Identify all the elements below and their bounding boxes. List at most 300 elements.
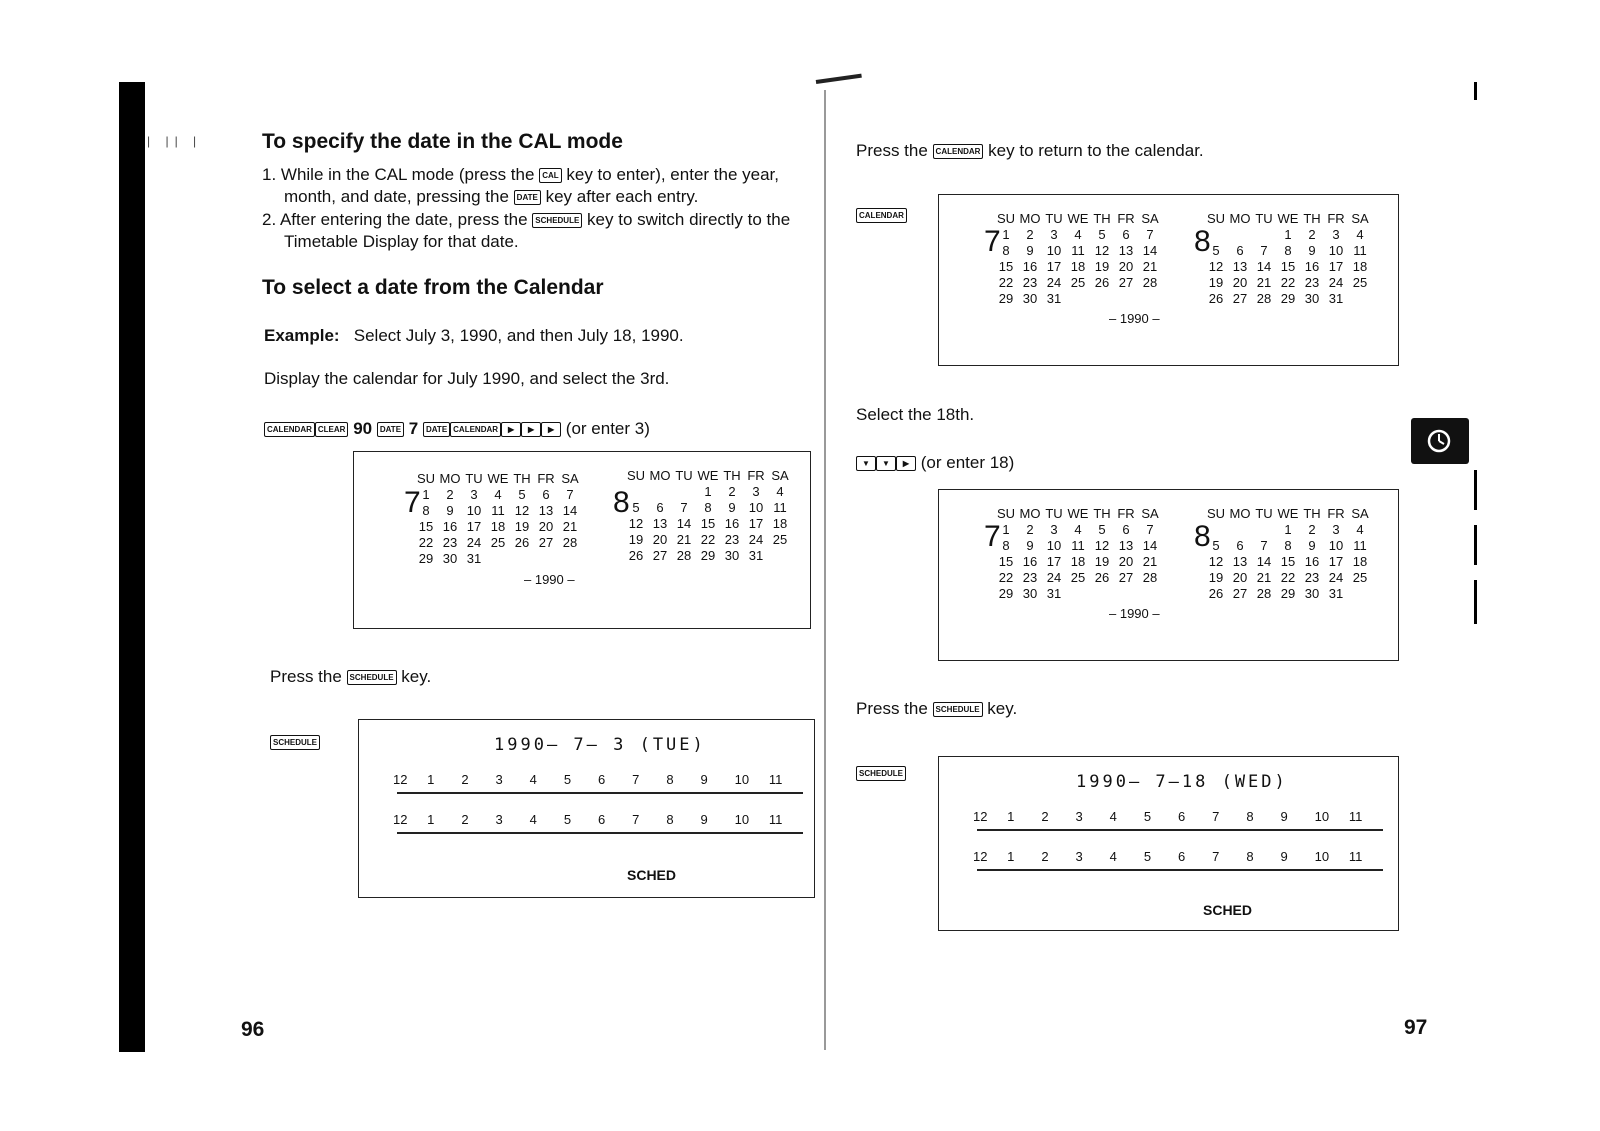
day-cell[interactable]: 30 [1304, 291, 1320, 306]
day-cell[interactable]: 6 [1122, 227, 1130, 242]
day-cell[interactable]: 21 [1256, 570, 1272, 585]
hour-row-1 [973, 809, 1383, 825]
month-label-july: 7 [984, 520, 1001, 553]
day-cell[interactable]: 15 [700, 516, 716, 531]
day-cell[interactable]: 10 [748, 500, 764, 515]
day-cell[interactable]: 21 [562, 519, 578, 534]
day-cell[interactable]: 14 [1142, 538, 1158, 553]
day-cell[interactable]: 10 [466, 503, 482, 518]
day-cell[interactable]: 30 [1304, 586, 1320, 601]
day-cell[interactable]: 5 [1212, 243, 1220, 258]
weekday-label: FR [1327, 506, 1345, 521]
hour-label: 6 [598, 772, 606, 787]
day-cell[interactable]: 26 [628, 548, 644, 563]
day-cell[interactable]: 4 [1356, 522, 1364, 537]
day-cell[interactable]: 17 [466, 519, 482, 534]
day-cell[interactable] [1252, 522, 1276, 538]
day-cell[interactable]: 29 [998, 586, 1014, 601]
hour-row-1 [393, 772, 803, 788]
day-cell[interactable] [558, 551, 582, 567]
day-cell[interactable]: 23 [1022, 570, 1038, 585]
day-cell[interactable]: 5 [1098, 522, 1106, 537]
day-cell[interactable]: 20 [1118, 554, 1134, 569]
day-cell[interactable] [486, 551, 510, 567]
calendar-display-3 [938, 489, 1399, 661]
day-cell[interactable]: 24 [748, 532, 764, 547]
day-cell[interactable] [534, 551, 558, 567]
hour-rule-1 [397, 792, 803, 794]
day-cell[interactable]: 6 [1236, 538, 1244, 553]
day-cell[interactable]: 11 [491, 503, 505, 518]
day-cell[interactable]: 3 [1332, 227, 1340, 242]
day-cell[interactable]: 11 [1353, 538, 1367, 553]
month-label-august: 8 [1194, 225, 1211, 258]
day-cell[interactable]: 24 [1328, 275, 1344, 290]
day-cell[interactable]: 29 [700, 548, 716, 563]
day-cell[interactable]: 23 [442, 535, 458, 550]
day-cell[interactable] [1090, 586, 1114, 602]
day-cell[interactable]: 23 [1304, 570, 1320, 585]
day-cell[interactable]: 4 [776, 484, 784, 499]
hour-label: 5 [1143, 809, 1152, 824]
day-cell[interactable]: 13 [538, 503, 554, 518]
hour-label: 9 [700, 772, 708, 787]
day-cell[interactable]: 20 [1232, 275, 1248, 290]
day-cell[interactable]: 6 [656, 500, 664, 515]
day-cell[interactable]: 9 [1026, 538, 1034, 553]
day-cell[interactable]: 29 [1280, 586, 1296, 601]
day-cell[interactable]: 25 [490, 535, 506, 550]
day-cell[interactable] [1204, 522, 1228, 538]
day-cell[interactable]: 9 [446, 503, 454, 518]
weekday-label: WE [697, 468, 719, 483]
right-arrow-key-icon: ▶ [541, 422, 561, 437]
day-cell[interactable]: 2 [1026, 522, 1034, 537]
day-cell[interactable]: 20 [1118, 259, 1134, 274]
day-cell[interactable]: 16 [1304, 259, 1320, 274]
day-cell[interactable]: 22 [1280, 275, 1296, 290]
month-label-august: 8 [1194, 520, 1211, 553]
week-row [994, 538, 1162, 554]
day-cell[interactable]: 16 [442, 519, 458, 534]
week-row [994, 586, 1162, 602]
day-cell[interactable]: 24 [466, 535, 482, 550]
weekday-label: TH [1303, 211, 1321, 226]
day-cell[interactable]: 1 [1002, 522, 1010, 537]
weekday-label: TU [1045, 506, 1063, 521]
edge-mark [1474, 470, 1477, 510]
hour-label: 9 [1280, 809, 1288, 824]
day-cell[interactable]: 27 [538, 535, 554, 550]
day-cell[interactable]: 25 [772, 532, 788, 547]
hour-label: 11 [768, 772, 783, 787]
day-cell[interactable] [1252, 227, 1276, 243]
day-cell[interactable]: 23 [1304, 275, 1320, 290]
weekday-header-row [414, 471, 582, 487]
day-cell[interactable]: 27 [1118, 275, 1134, 290]
day-cell[interactable]: 20 [652, 532, 668, 547]
day-cell[interactable] [768, 548, 792, 564]
hour-row-2 [973, 849, 1383, 865]
year-label: – 1990 – [1109, 311, 1160, 326]
day-cell[interactable]: 13 [1118, 538, 1134, 553]
august-grid [1204, 211, 1372, 307]
day-cell[interactable]: 12 [1208, 554, 1224, 569]
day-cell[interactable]: 22 [998, 275, 1014, 290]
day-cell[interactable]: 28 [1142, 570, 1158, 585]
week-row [414, 535, 582, 551]
day-cell[interactable]: 8 [1002, 243, 1010, 258]
day-cell[interactable] [1090, 291, 1114, 307]
press-schedule-line: Press the SCHEDULE key. [270, 667, 432, 686]
hour-label: 11 [768, 812, 783, 827]
day-cell[interactable]: 17 [1046, 554, 1062, 569]
day-cell[interactable]: 7 [1146, 522, 1154, 537]
edge-mark [1474, 580, 1477, 624]
day-cell[interactable]: 14 [1256, 554, 1272, 569]
day-cell[interactable]: 1 [1284, 522, 1292, 537]
day-cell[interactable]: 2 [1308, 227, 1316, 242]
day-cell[interactable]: 25 [1070, 275, 1086, 290]
week-row [994, 570, 1162, 586]
day-cell[interactable]: 27 [1118, 570, 1134, 585]
day-cell[interactable]: 5 [1098, 227, 1106, 242]
day-cell[interactable]: 29 [998, 291, 1014, 306]
day-cell[interactable]: 10 [1328, 538, 1344, 553]
day-cell[interactable]: 31 [466, 551, 482, 566]
day-cell[interactable]: 19 [628, 532, 644, 547]
day-cell[interactable]: 22 [998, 570, 1014, 585]
week-row [1204, 243, 1372, 259]
day-cell[interactable]: 18 [490, 519, 506, 534]
day-cell[interactable]: 24 [1046, 275, 1062, 290]
day-cell[interactable]: 31 [1046, 586, 1062, 601]
weekday-label: FR [537, 471, 555, 486]
hour-label: 6 [1178, 809, 1186, 824]
hour-rule-1 [977, 829, 1383, 831]
day-cell[interactable]: 8 [1284, 538, 1292, 553]
day-cell[interactable]: 12 [628, 516, 644, 531]
weekday-label: SA [561, 471, 579, 486]
calendar-key-icon: CALENDAR [933, 144, 984, 159]
weekday-label: MO [1019, 506, 1041, 521]
day-cell[interactable]: 30 [724, 548, 740, 563]
day-cell[interactable]: 5 [632, 500, 640, 515]
day-cell[interactable]: 28 [1256, 586, 1272, 601]
day-cell[interactable]: 13 [1232, 259, 1248, 274]
day-cell[interactable]: 15 [1280, 259, 1296, 274]
day-cell[interactable]: 22 [1280, 570, 1296, 585]
day-cell[interactable]: 30 [1022, 291, 1038, 306]
day-cell[interactable]: 19 [1094, 259, 1110, 274]
day-cell[interactable]: 22 [700, 532, 716, 547]
day-cell[interactable]: 17 [1328, 554, 1344, 569]
day-cell[interactable]: 26 [1094, 275, 1110, 290]
day-cell[interactable]: 3 [470, 487, 478, 502]
day-cell[interactable]: 26 [1208, 586, 1224, 601]
day-cell[interactable]: 9 [728, 500, 736, 515]
hour-label: 12 [973, 809, 988, 824]
day-cell[interactable]: 8 [704, 500, 712, 515]
day-cell[interactable] [1066, 291, 1090, 307]
day-cell[interactable]: 21 [676, 532, 692, 547]
day-cell[interactable]: 27 [1232, 586, 1248, 601]
day-cell[interactable]: 8 [422, 503, 430, 518]
day-cell[interactable] [1348, 586, 1372, 602]
margin-marks: | || | [147, 134, 203, 148]
weekday-label: FR [747, 468, 765, 483]
weekday-label: MO [439, 471, 461, 486]
day-cell[interactable]: 12 [1094, 538, 1110, 553]
day-cell[interactable]: 28 [1256, 291, 1272, 306]
day-cell[interactable]: 18 [1352, 554, 1368, 569]
day-cell[interactable] [1228, 227, 1252, 243]
weekday-header-row [1204, 211, 1372, 227]
day-cell[interactable]: 31 [1328, 291, 1344, 306]
day-cell[interactable]: 17 [1046, 259, 1062, 274]
day-cell[interactable]: 8 [1284, 243, 1292, 258]
day-cell[interactable]: 6 [1122, 522, 1130, 537]
day-cell[interactable]: 10 [1046, 538, 1062, 553]
day-cell[interactable]: 17 [748, 516, 764, 531]
week-row [1204, 538, 1372, 554]
day-cell[interactable] [1114, 291, 1138, 307]
day-cell[interactable]: 22 [418, 535, 434, 550]
hour-label: 5 [563, 772, 572, 787]
day-cell[interactable]: 5 [518, 487, 526, 502]
day-cell[interactable] [1066, 586, 1090, 602]
week-row [414, 487, 582, 503]
day-cell[interactable] [1138, 291, 1162, 307]
weekday-label: SA [1351, 211, 1369, 226]
day-cell[interactable]: 6 [542, 487, 550, 502]
hour-row-2 [393, 812, 803, 828]
day-cell[interactable]: 1 [1284, 227, 1292, 242]
day-cell[interactable]: 29 [418, 551, 434, 566]
day-cell[interactable]: 23 [724, 532, 740, 547]
day-cell[interactable]: 16 [1304, 554, 1320, 569]
day-cell[interactable]: 29 [1280, 291, 1296, 306]
weekday-label: SA [771, 468, 789, 483]
weekday-label: FR [1327, 211, 1345, 226]
day-cell[interactable] [1138, 586, 1162, 602]
day-cell[interactable]: 21 [1142, 554, 1158, 569]
day-cell[interactable]: 1 [704, 484, 712, 499]
page-number-right: 97 [1404, 1016, 1428, 1039]
schedule-key-icon: SCHEDULE [347, 670, 397, 685]
day-cell[interactable] [1204, 227, 1228, 243]
day-cell[interactable]: 26 [1208, 291, 1224, 306]
weekday-label: FR [1117, 211, 1135, 226]
day-cell[interactable]: 14 [562, 503, 578, 518]
day-cell[interactable]: 4 [1356, 227, 1364, 242]
weekday-label: TH [513, 471, 531, 486]
day-cell[interactable]: 17 [1328, 259, 1344, 274]
day-cell[interactable]: 23 [1022, 275, 1038, 290]
day-cell[interactable]: 12 [1208, 259, 1224, 274]
july-grid [414, 471, 582, 567]
schedule-key-icon: SCHEDULE [270, 735, 320, 750]
day-cell[interactable]: 15 [418, 519, 434, 534]
hour-label: 2 [461, 772, 469, 787]
day-cell[interactable]: 6 [1236, 243, 1244, 258]
hour-label: 3 [495, 812, 503, 827]
day-cell[interactable]: 7 [1260, 538, 1268, 553]
day-cell[interactable]: 24 [1046, 570, 1062, 585]
hour-label: 7 [632, 812, 640, 827]
day-cell[interactable]: 2 [446, 487, 454, 502]
day-cell[interactable]: 4 [494, 487, 502, 502]
day-cell[interactable]: 14 [676, 516, 692, 531]
day-cell[interactable]: 7 [1146, 227, 1154, 242]
hour-label: 1 [1007, 849, 1015, 864]
hour-label: 10 [1314, 849, 1330, 864]
day-cell[interactable]: 21 [1142, 259, 1158, 274]
day-cell[interactable]: 3 [1050, 227, 1058, 242]
day-cell[interactable]: 20 [1232, 570, 1248, 585]
day-cell[interactable]: 5 [1212, 538, 1220, 553]
day-cell[interactable]: 11 [1071, 538, 1085, 553]
hour-label: 11 [1348, 849, 1363, 864]
day-cell[interactable]: 18 [1070, 554, 1086, 569]
day-cell[interactable]: 18 [1070, 259, 1086, 274]
day-cell[interactable]: 18 [772, 516, 788, 531]
hour-label: 1 [1007, 809, 1015, 824]
day-cell[interactable]: 28 [676, 548, 692, 563]
day-cell[interactable]: 19 [514, 519, 530, 534]
weekday-label: SA [1141, 211, 1159, 226]
week-row [994, 259, 1162, 275]
day-cell[interactable]: 25 [1352, 275, 1368, 290]
day-cell[interactable]: 12 [514, 503, 530, 518]
day-cell[interactable]: 14 [1142, 243, 1158, 258]
date-key-icon: DATE [377, 422, 404, 437]
day-cell[interactable]: 26 [514, 535, 530, 550]
hour-label: 6 [1178, 849, 1186, 864]
day-cell[interactable]: 7 [1260, 243, 1268, 258]
day-cell[interactable]: 19 [1208, 570, 1224, 585]
weekday-label: FR [1117, 506, 1135, 521]
day-cell[interactable]: 7 [566, 487, 574, 502]
month-label-july: 7 [404, 486, 421, 519]
day-cell[interactable]: 8 [1002, 538, 1010, 553]
day-cell[interactable]: 31 [1046, 291, 1062, 306]
weekday-label: MO [1229, 506, 1251, 521]
day-cell[interactable]: 14 [1256, 259, 1272, 274]
schedule-key-icon: SCHEDULE [532, 213, 582, 228]
day-cell[interactable]: 24 [1328, 570, 1344, 585]
clock-tab [1411, 418, 1469, 464]
hour-label: 8 [1246, 809, 1254, 824]
day-cell[interactable]: 13 [652, 516, 668, 531]
day-cell[interactable]: 2 [1308, 522, 1316, 537]
day-cell[interactable]: 2 [728, 484, 736, 499]
day-cell[interactable]: 27 [1232, 291, 1248, 306]
weekday-header-row [1204, 506, 1372, 522]
day-cell[interactable]: 20 [538, 519, 554, 534]
day-cell[interactable]: 15 [998, 259, 1014, 274]
day-cell[interactable]: 26 [1094, 570, 1110, 585]
day-cell[interactable]: 12 [1094, 243, 1110, 258]
month-label-july: 7 [984, 225, 1001, 258]
day-cell[interactable] [1114, 586, 1138, 602]
day-cell[interactable]: 28 [1142, 275, 1158, 290]
day-cell[interactable]: 11 [773, 500, 787, 515]
hour-label: 8 [666, 772, 674, 787]
day-cell[interactable]: 1 [1002, 227, 1010, 242]
day-cell[interactable]: 31 [1328, 586, 1344, 601]
day-cell[interactable]: 16 [1022, 554, 1038, 569]
day-cell[interactable]: 19 [1208, 275, 1224, 290]
day-cell[interactable] [510, 551, 534, 567]
day-cell[interactable]: 13 [1118, 243, 1134, 258]
day-cell[interactable]: 3 [752, 484, 760, 499]
weekday-label: SU [996, 506, 1016, 521]
day-cell[interactable] [672, 484, 696, 500]
day-cell[interactable]: 3 [1332, 522, 1340, 537]
day-cell[interactable]: 11 [1353, 243, 1367, 258]
day-cell[interactable] [624, 484, 648, 500]
august-grid [1204, 506, 1372, 602]
day-cell[interactable]: 16 [724, 516, 740, 531]
weekday-label: TH [1093, 506, 1111, 521]
day-cell[interactable]: 9 [1308, 538, 1316, 553]
day-cell[interactable]: 16 [1022, 259, 1038, 274]
day-cell[interactable]: 25 [1070, 570, 1086, 585]
hour-label: 10 [734, 772, 750, 787]
day-cell[interactable]: 30 [442, 551, 458, 566]
day-cell[interactable]: 15 [998, 554, 1014, 569]
week-row [414, 519, 582, 535]
day-cell[interactable]: 10 [1328, 243, 1344, 258]
down-arrow-key-icon: ▼ [856, 456, 876, 471]
select-18-line: Select the 18th. [856, 405, 975, 424]
day-cell[interactable]: 3 [1050, 522, 1058, 537]
day-cell[interactable]: 19 [1094, 554, 1110, 569]
day-cell[interactable]: 4 [1074, 227, 1082, 242]
day-cell[interactable]: 25 [1352, 570, 1368, 585]
day-cell[interactable]: 18 [1352, 259, 1368, 274]
day-cell[interactable]: 30 [1022, 586, 1038, 601]
week-row [994, 243, 1162, 259]
day-cell[interactable]: 9 [1026, 243, 1034, 258]
week-row [1204, 227, 1372, 243]
day-cell[interactable]: 4 [1074, 522, 1082, 537]
day-cell[interactable] [1348, 291, 1372, 307]
display-instruction: Display the calendar for July 1990, and select the 3rd. [264, 369, 670, 388]
week-row [414, 503, 582, 519]
week-row [994, 227, 1162, 243]
calendar-display-2 [938, 194, 1399, 366]
day-cell[interactable]: 21 [1256, 275, 1272, 290]
day-cell[interactable]: 28 [562, 535, 578, 550]
day-cell[interactable]: 10 [1046, 243, 1062, 258]
week-row [1204, 522, 1372, 538]
day-cell[interactable] [648, 484, 672, 500]
day-cell[interactable]: 9 [1308, 243, 1316, 258]
day-cell[interactable]: 31 [748, 548, 764, 563]
day-cell[interactable]: 1 [422, 487, 430, 502]
day-cell[interactable]: 13 [1232, 554, 1248, 569]
month-label-august: 8 [613, 486, 630, 519]
july-grid [994, 506, 1162, 602]
day-cell[interactable]: 2 [1026, 227, 1034, 242]
day-cell[interactable]: 11 [1071, 243, 1085, 258]
day-cell[interactable]: 27 [652, 548, 668, 563]
day-cell[interactable]: 15 [1280, 554, 1296, 569]
day-cell[interactable] [1228, 522, 1252, 538]
day-cell[interactable]: 7 [680, 500, 688, 515]
